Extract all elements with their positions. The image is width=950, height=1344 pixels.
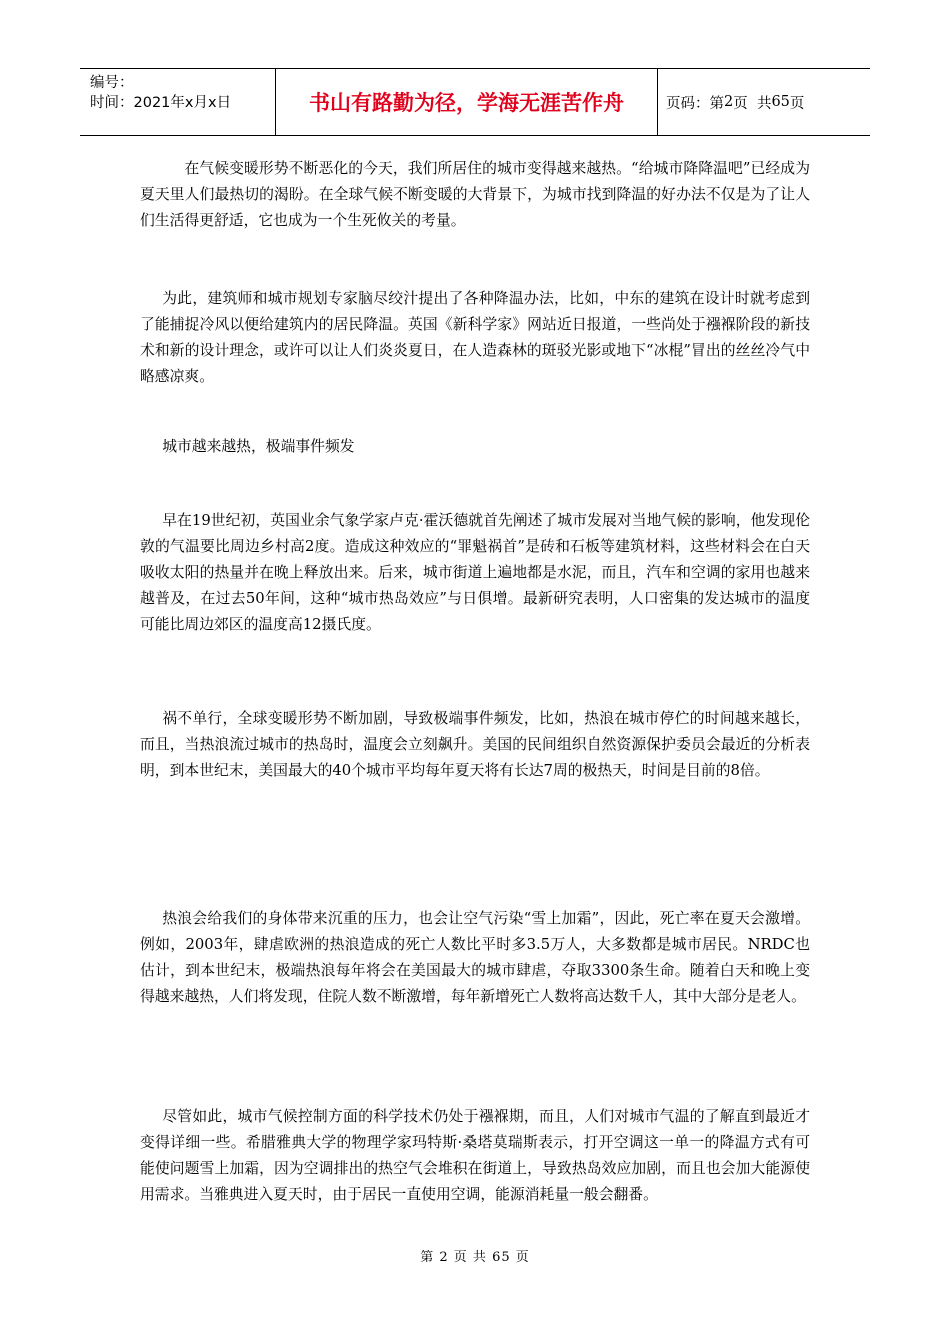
footer-total-pages: 65 — [492, 1250, 511, 1265]
footer-current-page: 2 — [439, 1250, 449, 1265]
paragraph-history: 早在19世纪初，英国业余气象学家卢克·霍沃德就首先阐述了城市发展对当地气候的影响，他发现伦敦的气温要比周边乡村高2度。造成这种效应的“罪魁祸首”是砖和石板等建筑材料，这些材料会在白天吸收太阳的热量并在晚上释放出来。后来，城市街道上遍地都是水泥，而且，汽车和空调的家用也越来越普及，在过去50年间，这种“城市热岛效应”与日俱增。最新研究表明，人口密集的发达城市的温度可能比周边郊区的温度高12摄氏度。 — [140, 512, 810, 633]
document-number-label: 编号： — [90, 75, 134, 91]
paragraph-heatwave: 热浪会给我们的身体带来沉重的压力，也会让空气污染“雪上加霜”，因此，死亡率在夏天会激增。例如，2003年，肆虐欧洲的热浪造成的死亡人数比平时多3.5万人，大多数都是城市居民。NRDC也估计，到本世纪末，极端热浪每年将会在美国最大的城市肆虐，夺取3300条生命。随着白天和晚上变得越来越热，人们将发现，住院人数不断激增，每年新增死亡人数将高达数千人，其中大部分是老人。 — [140, 910, 810, 1005]
page-current-number: 2 — [724, 94, 734, 110]
paragraph-extreme-events: 祸不单行，全球变暖形势不断加剧，导致极端事件频发，比如，热浪在城市停伫的时间越来越长，而且，当热浪流过城市的热岛时，温度会立刻飙升。美国的民间组织自然资源保护委员会最近的分析表明，到本世纪末，美国最大的40个城市平均每年夏天将有长达7周的极热天，时间是目前的8倍。 — [140, 710, 810, 779]
paragraph-air-conditioning: 尽管如此，城市气候控制方面的科学技术仍处于襁褓期，而且，人们对城市气温的了解直到最近才变得详细一些。希腊雅典大学的物理学家玛特斯·桑塔莫瑞斯表示，打开空调这一单一的降温方式有可能使问题雪上加霜，因为空调排出的热空气会堆积在街道上，导致热岛效应加剧，而且也会加大能源使用需求。当雅典进入夏天时，由于居民一直使用空调，能源消耗量一般会翻番。 — [140, 1108, 810, 1203]
footer-suffix: 页 — [515, 1250, 530, 1265]
page-footer — [0, 1246, 950, 1265]
page-label-suffix: 页 — [789, 95, 805, 112]
paragraph-intro: 在气候变暖形势不断恶化的今天，我们所居住的城市变得越来越热。“给城市降降温吧”已经成为夏天里人们最热切的渴盼。在全球气候不断变暖的大背景下，为城市找到降温的好办法不仅是为了让人们生活得更舒适，它也成为一个生死攸关的考量。 — [140, 160, 810, 229]
header-page-info — [658, 69, 870, 135]
section-heading: 城市越来越热，极端事件频发 — [162, 438, 355, 455]
document-date-label: 时间：2021年x月x日 — [90, 95, 232, 111]
header-slogan: 书山有路勤为径，学海无涯苦作舟 — [276, 69, 658, 135]
header-meta — [80, 69, 276, 135]
footer-mid: 页 共 — [453, 1250, 487, 1265]
page-total-number: 65 — [771, 94, 790, 110]
page-label-prefix: 页码：第 — [666, 95, 724, 112]
page-header — [80, 68, 870, 136]
page-label-mid: 页 共 — [733, 95, 772, 112]
paragraph-methods: 为此，建筑师和城市规划专家脑尽绞汁提出了各种降温办法，比如，中东的建筑在设计时就考虑到了能捕捉冷风以便给建筑内的居民降温。英国《新科学家》网站近日报道，一些尚处于襁褓阶段的新技术和新的设计理念，或许可以让人们炎炎夏日，在人造森林的斑驳光影或地下“冰棍”冒出的丝丝冷气中略感凉爽。 — [140, 290, 810, 385]
footer-prefix: 第 — [420, 1250, 435, 1265]
